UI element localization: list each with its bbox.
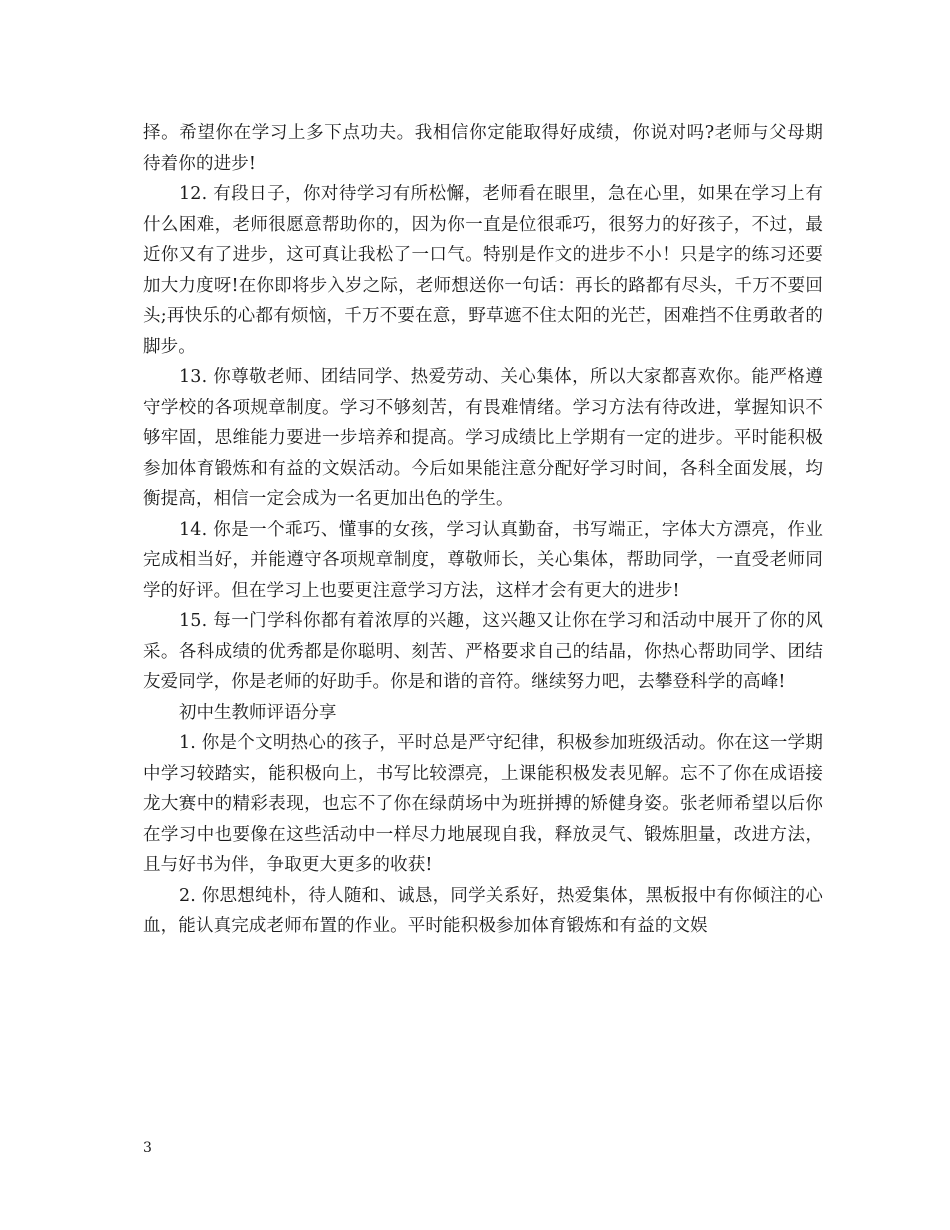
paragraph-continued: 择。希望你在学习上多下点功夫。我相信你定能取得好成绩，你说对吗?老师与父母期待着你的进步! <box>143 123 823 174</box>
paragraph-14: 14. 你是一个乖巧、懂事的女孩，学习认真勤奋，书写端正，字体大方漂亮，作业完成相当好，并能遵守各项规章制度，尊敬师长，关心集体，帮助同学，一直受老师同学的好评。但在学习上也要更注意学习方法，这样才会有更大的进步! <box>143 519 823 601</box>
paragraph-15: 15. 每一门学科你都有着浓厚的兴趣，这兴趣又让你在学习和活动中展开了你的风采。各科成绩的优秀都是你聪明、刻苦、严格要求自己的结晶，你热心帮助同学、团结友爱同学，你是老师的好助手。你是和谐的音符。继续努力吧，去攀登科学的高峰! <box>143 611 823 692</box>
paragraph-12: 12. 有段日子，你对待学习有所松懈，老师看在眼里，急在心里，如果在学习上有什么困难，老师很愿意帮助你的，因为你一直是位很乖巧，很努力的好孩子，不过，最近你又有了进步，这可真让我松了一口气。特别是作文的进步不小！只是字的练习还要加大力度呀!在你即将步入岁之际，老师想送你一句话：再长的路都有尽头，千万不要回头;再快乐的心都有烦恼，千万不要在意，野草遮不住太阳的光芒，困难挡不住勇敢者的脚步。 <box>143 184 823 357</box>
section-paragraph-2: 2. 你思想纯朴，待人随和、诚恳，同学关系好，热爱集体，黑板报中有你倾注的心血，能认真完成老师布置的作业。平时能积极参加体育锻炼和有益的文娱 <box>143 885 823 936</box>
paragraph-13: 13. 你尊敬老师、团结同学、热爱劳动、关心集体，所以大家都喜欢你。能严格遵守学校的各项规章制度。学习不够刻苦，有畏难情绪。学习方法有待改进，掌握知识不够牢固，思维能力要进一步培养和提高。学习成绩比上学期有一定的进步。平时能积极参加体育锻炼和有益的文娱活动。今后如果能注意分配好学习时间，各科全面发展，均衡提高，相信一定会成为一名更加出色的学生。 <box>143 367 823 509</box>
section-paragraph-1: 1. 你是个文明热心的孩子，平时总是严守纪律，积极参加班级活动。你在这一学期中学习较踏实，能积极向上，书写比较漂亮，上课能积极发表见解。忘不了你在成语接龙大赛中的精彩表现，也忘不了你在绿荫场中为班拼搏的矫健身姿。张老师希望以后你在学习中也要像在这些活动中一样尽力地展现自我，释放灵气、锻炼胆量，改进方法，且与好书为伴，争取更大更多的收获! <box>143 733 823 875</box>
page-number: 3 <box>143 1140 152 1156</box>
document-body <box>143 118 823 942</box>
section-title: 初中生教师评语分享 <box>179 702 337 723</box>
